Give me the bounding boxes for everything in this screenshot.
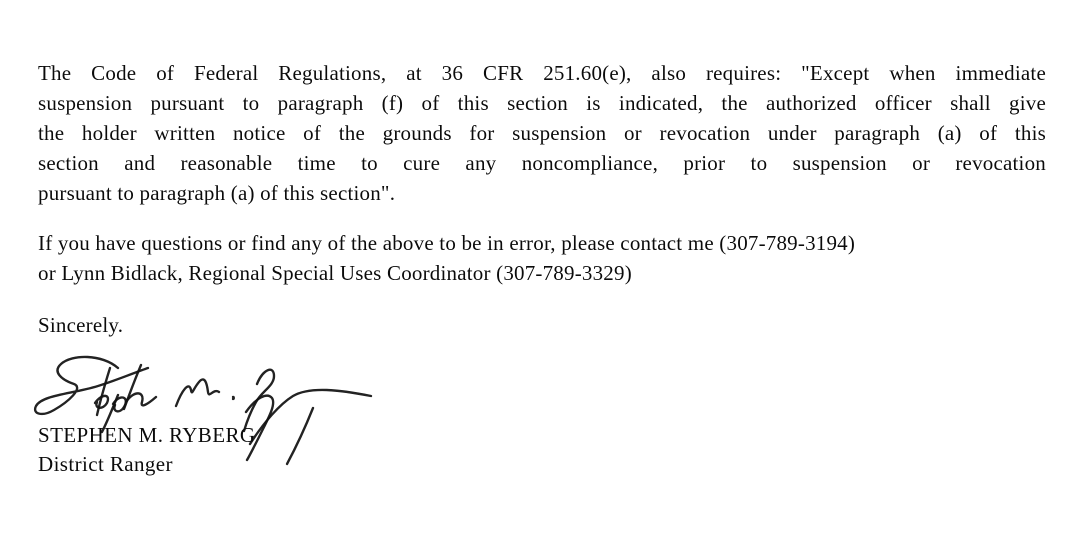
paragraph-line: pursuant to paragraph (a) of this section". bbox=[38, 181, 396, 205]
paragraph-line: If you have questions or find any of the above to be in error, please contact me (307-789-3194) bbox=[38, 231, 856, 255]
paragraph-line: The Code of Federal Regulations, at 36 CFR 251.60(e), also requires: "Except when immediate bbox=[38, 61, 1046, 85]
paragraph-line: or Lynn Bidlack, Regional Special Uses Coordinator (307-789-3329) bbox=[38, 261, 632, 285]
contact-paragraph bbox=[38, 228, 1046, 288]
paragraph-line: the holder written notice of the grounds for suspension or revocation under paragraph (a) of this bbox=[38, 121, 1046, 145]
paragraph-line: suspension pursuant to paragraph (f) of this section is indicated, the authorized officer shall give bbox=[38, 91, 1046, 115]
paragraph-line: section and reasonable time to cure any noncompliance, prior to suspension or revocation bbox=[38, 151, 1046, 175]
signature-block bbox=[38, 421, 255, 478]
signer-title: District Ranger bbox=[38, 451, 173, 476]
regulations-paragraph bbox=[38, 58, 1046, 208]
signer-name: STEPHEN M. RYBERG bbox=[38, 423, 256, 447]
closing-salutation: Sincerely. bbox=[38, 313, 124, 337]
